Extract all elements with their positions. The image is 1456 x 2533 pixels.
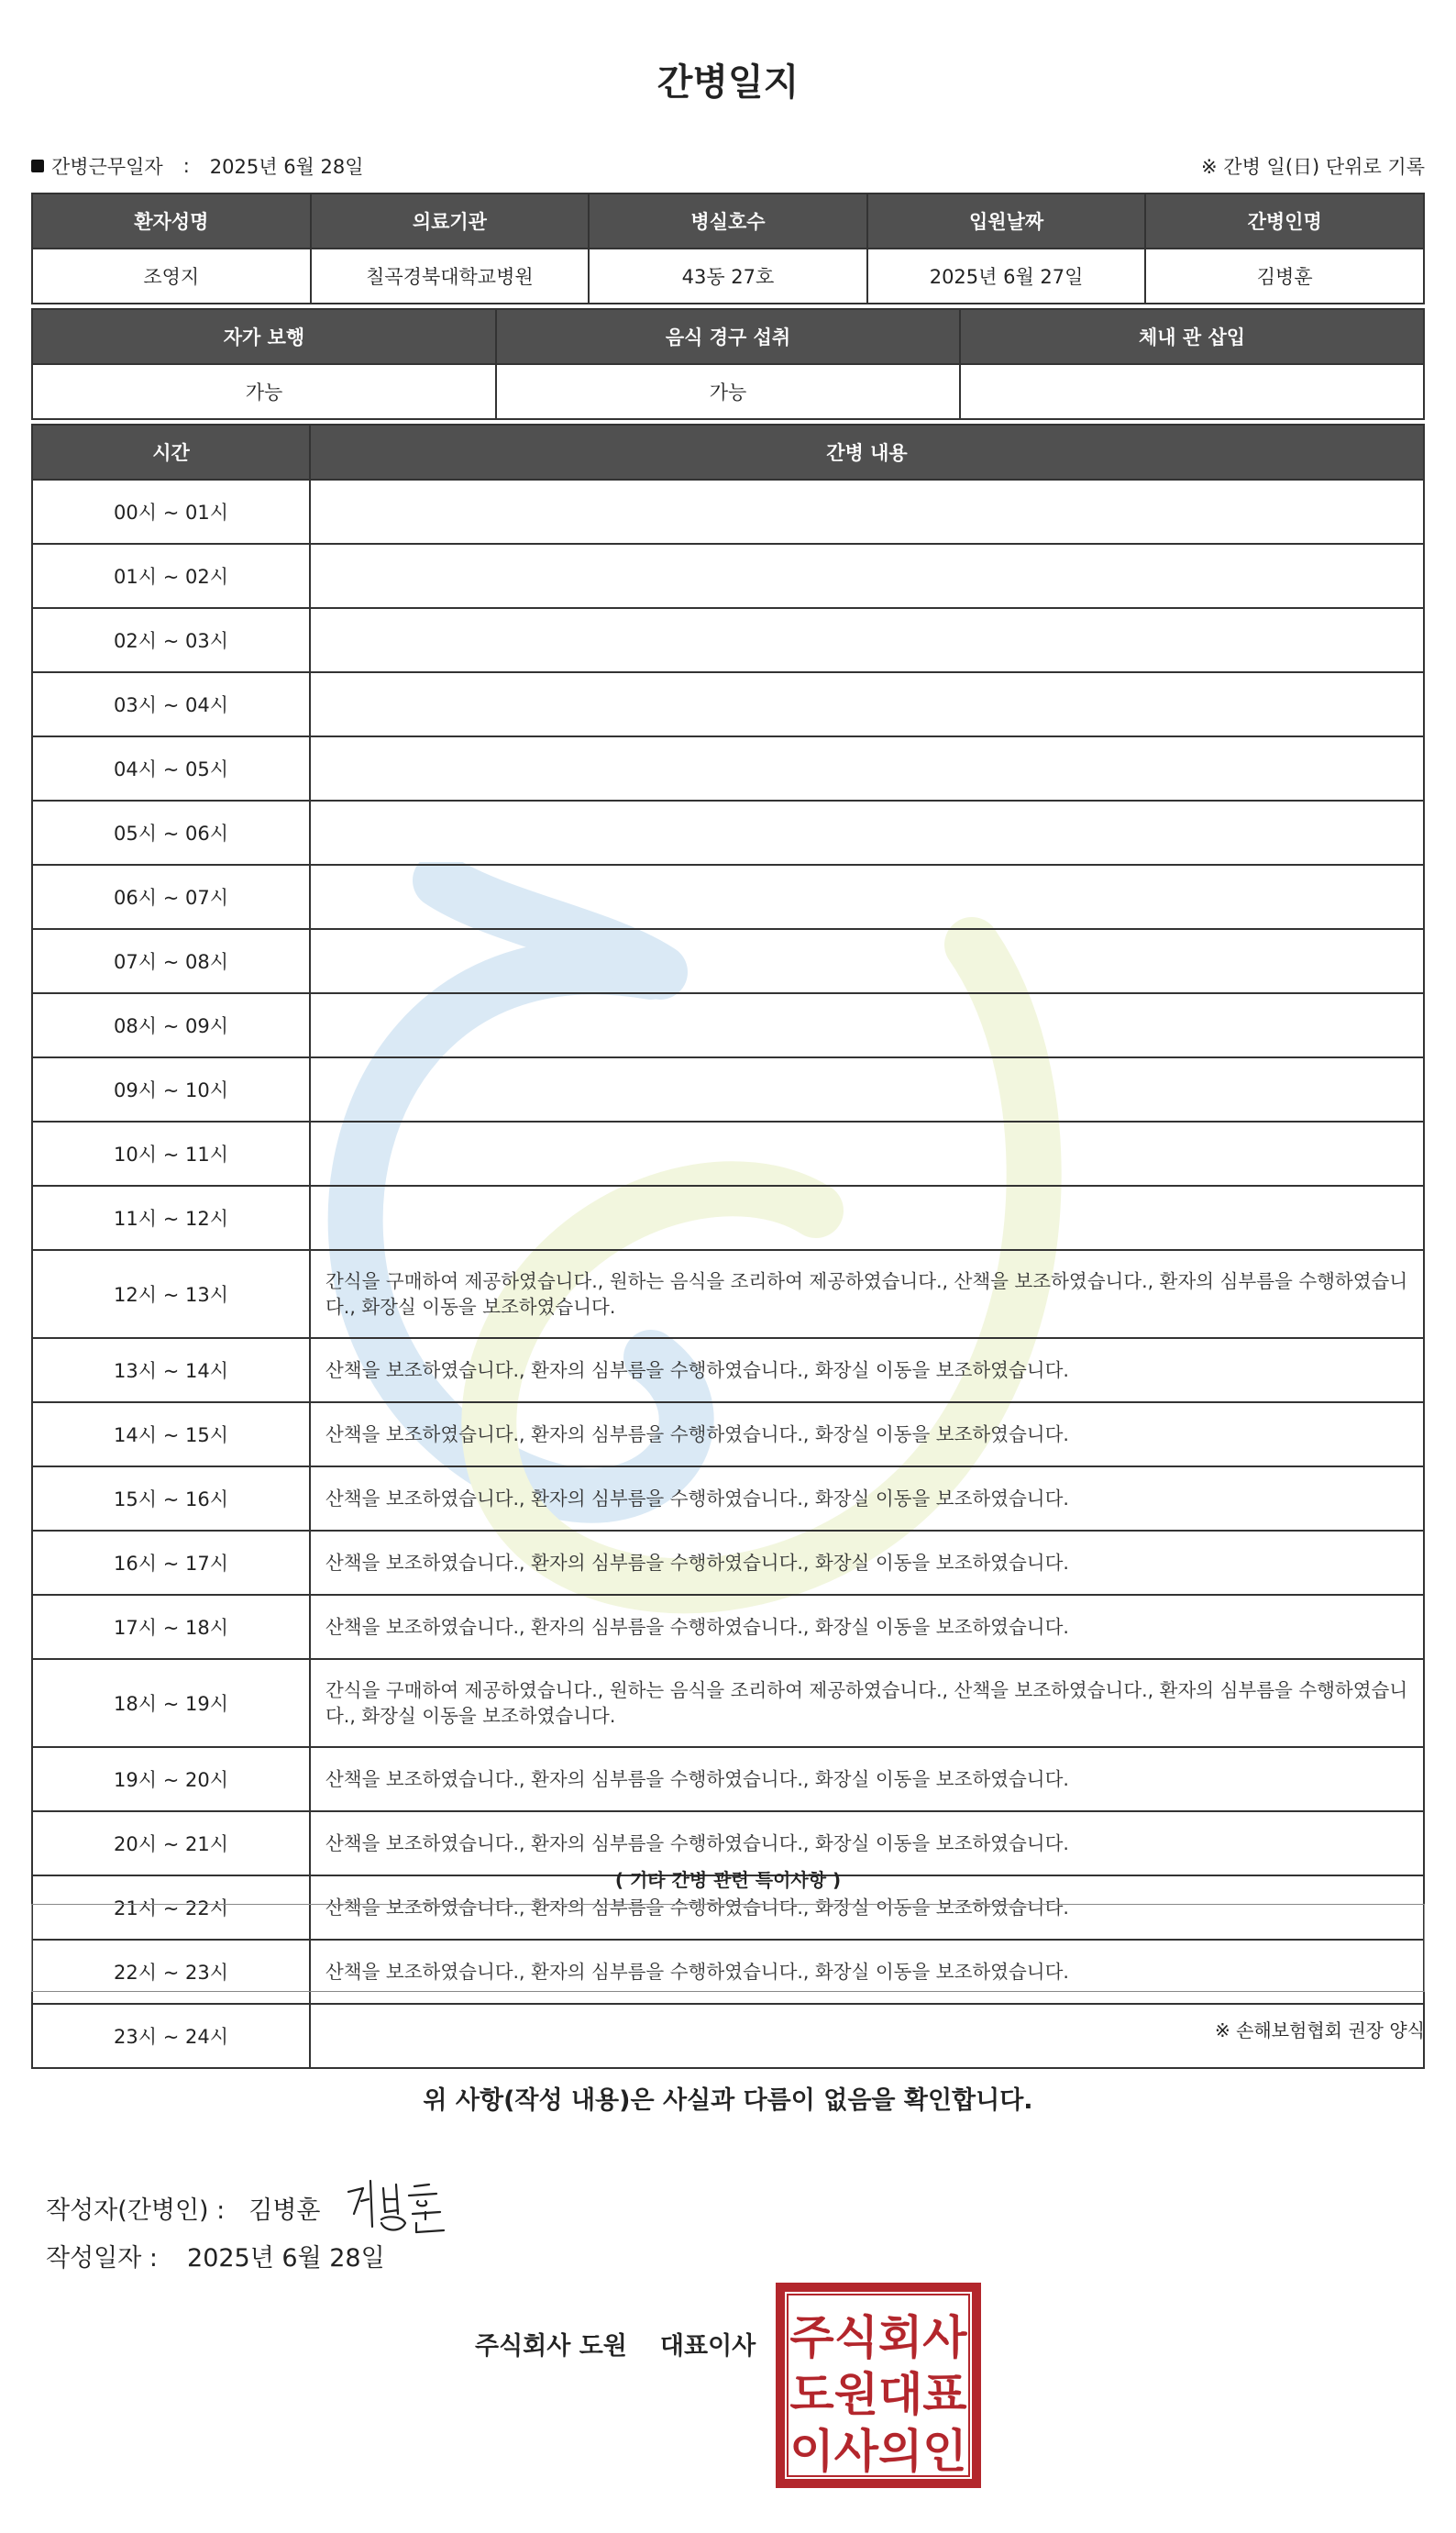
special-notes-title: ( 기타 간병 관련 특이사항 ) [614, 1869, 842, 1891]
record-unit-note: ※ 간병 일(日) 단위로 기록 [1201, 156, 1425, 178]
log-content [310, 544, 1424, 608]
writer-row [46, 2175, 460, 2240]
company-title: 대표이사 [659, 2332, 756, 2361]
seal-line-2: 도원대표 [789, 2368, 967, 2421]
log-row [32, 801, 1424, 865]
oral-intake-value: 가능 [496, 364, 960, 419]
log-time: 22시 ~ 23시 [32, 1940, 310, 2004]
log-content [310, 801, 1424, 865]
header-oral-intake: 음식 경구 섭취 [496, 309, 960, 364]
log-content [310, 1186, 1424, 1250]
log-time: 02시 ~ 03시 [32, 608, 310, 672]
room-number: 43동 27호 [589, 249, 867, 304]
header-self-walking: 자가 보행 [32, 309, 496, 364]
date-row [46, 2238, 385, 2273]
log-time: 14시 ~ 15시 [32, 1402, 310, 1466]
log-time: 10시 ~ 11시 [32, 1122, 310, 1186]
log-row [32, 1595, 1424, 1659]
header-room: 병실호수 [589, 194, 867, 249]
care-log-table [31, 424, 1425, 2069]
log-row [32, 1659, 1424, 1747]
log-content: 간식을 구매하여 제공하였습니다., 원하는 음식을 조리하여 제공하였습니다., 산책을 보조하였습니다., 환자의 심부름을 수행하였습니다., 화장실 이동을 보조하였습니다. [310, 1250, 1424, 1338]
log-row [32, 672, 1424, 736]
log-row [32, 736, 1424, 801]
log-row [32, 1122, 1424, 1186]
log-row [32, 1186, 1424, 1250]
header-admission-date: 입원날짜 [867, 194, 1146, 249]
work-date-colon: : [182, 155, 190, 177]
log-content [310, 993, 1424, 1057]
company-seal-stamp [775, 2282, 982, 2489]
log-content: 간식을 구매하여 제공하였습니다., 원하는 음식을 조리하여 제공하였습니다., 산책을 보조하였습니다., 환자의 심부름을 수행하였습니다., 화장실 이동을 보조하였습니다. [310, 1659, 1424, 1747]
log-content: 산책을 보조하였습니다., 환자의 심부름을 수행하였습니다., 화장실 이동을 보조하였습니다. [310, 1940, 1424, 2004]
log-content [310, 865, 1424, 929]
log-content: 산책을 보조하였습니다., 환자의 심부름을 수행하였습니다., 화장실 이동을 보조하였습니다. [310, 1531, 1424, 1595]
log-time: 06시 ~ 07시 [32, 865, 310, 929]
log-row [32, 544, 1424, 608]
log-time: 21시 ~ 22시 [32, 1875, 310, 1940]
page-title: 간병일지 [656, 61, 800, 104]
log-row [32, 1338, 1424, 1402]
log-time: 00시 ~ 01시 [32, 480, 310, 544]
log-content [310, 608, 1424, 672]
tube-insertion-value [960, 364, 1424, 419]
header-patient-name: 환자성명 [32, 194, 311, 249]
work-date-value: 2025년 6월 28일 [209, 156, 364, 178]
work-date-row [31, 152, 364, 180]
log-content [310, 736, 1424, 801]
header-care-content: 간병 내용 [310, 425, 1424, 480]
log-time: 08시 ~ 09시 [32, 993, 310, 1057]
form-source-note: ※ 손해보험협회 권장 양식 [1214, 2019, 1425, 2041]
log-content: 산책을 보조하였습니다., 환자의 심부름을 수행하였습니다., 화장실 이동을 보조하였습니다. [310, 1811, 1424, 1875]
log-row [32, 1057, 1424, 1122]
seal-line-3: 이사의인 [789, 2425, 967, 2478]
log-content: 산책을 보조하였습니다., 환자의 심부름을 수행하였습니다., 화장실 이동을 보조하였습니다. [310, 1875, 1424, 1940]
log-time: 19시 ~ 20시 [32, 1747, 310, 1811]
special-notes-box [31, 1904, 1425, 1992]
log-time: 18시 ~ 19시 [32, 1659, 310, 1747]
date-value: 2025년 6월 28일 [187, 2244, 385, 2273]
patient-name: 조영지 [32, 249, 311, 304]
log-time: 01시 ~ 02시 [32, 544, 310, 608]
log-content: 산책을 보조하였습니다., 환자의 심부름을 수행하였습니다., 화장실 이동을 보조하였습니다. [310, 1747, 1424, 1811]
header-time: 시간 [32, 425, 310, 480]
log-row [32, 1402, 1424, 1466]
self-walking-value: 가능 [32, 364, 496, 419]
log-content [310, 1057, 1424, 1122]
log-content: 산책을 보조하였습니다., 환자의 심부름을 수행하였습니다., 화장실 이동을 보조하였습니다. [310, 1402, 1424, 1466]
log-time: 03시 ~ 04시 [32, 672, 310, 736]
log-content [310, 672, 1424, 736]
log-time: 07시 ~ 08시 [32, 929, 310, 993]
patient-status-table [31, 308, 1425, 420]
log-row [32, 1466, 1424, 1531]
header-tube-insertion: 체내 관 삽입 [960, 309, 1424, 364]
log-content [310, 1122, 1424, 1186]
log-time: 23시 ~ 24시 [32, 2004, 310, 2068]
log-time: 17시 ~ 18시 [32, 1595, 310, 1659]
date-label: 작성일자 : [46, 2244, 159, 2273]
log-row [32, 865, 1424, 929]
handwritten-signature [341, 2175, 460, 2240]
log-content: 산책을 보조하였습니다., 환자의 심부름을 수행하였습니다., 화장실 이동을 보조하였습니다. [310, 1595, 1424, 1659]
log-time: 12시 ~ 13시 [32, 1250, 310, 1338]
log-content [310, 929, 1424, 993]
log-time: 15시 ~ 16시 [32, 1466, 310, 1531]
log-row [32, 993, 1424, 1057]
company-name: 주식회사 도원 [475, 2332, 627, 2361]
header-hospital: 의료기관 [311, 194, 590, 249]
patient-info-table [31, 193, 1425, 304]
log-row [32, 929, 1424, 993]
seal-line-1: 주식회사 [789, 2311, 967, 2364]
log-time: 11시 ~ 12시 [32, 1186, 310, 1250]
header-caregiver-name: 간병인명 [1145, 194, 1424, 249]
log-time: 13시 ~ 14시 [32, 1338, 310, 1402]
admission-date: 2025년 6월 27일 [867, 249, 1146, 304]
log-row [32, 1531, 1424, 1595]
writer-name: 김병훈 [248, 2196, 321, 2225]
confirmation-statement: 위 사항(작성 내용)은 사실과 다름이 없음을 확인합니다. [423, 2086, 1033, 2115]
log-row [32, 1747, 1424, 1811]
log-content: 산책을 보조하였습니다., 환자의 심부름을 수행하였습니다., 화장실 이동을 보조하였습니다. [310, 1338, 1424, 1402]
log-time: 09시 ~ 10시 [32, 1057, 310, 1122]
writer-label: 작성자(간병인) : [46, 2196, 226, 2225]
log-time: 05시 ~ 06시 [32, 801, 310, 865]
log-content: 산책을 보조하였습니다., 환자의 심부름을 수행하였습니다., 화장실 이동을 보조하였습니다. [310, 1466, 1424, 1531]
log-row [32, 480, 1424, 544]
log-time: 20시 ~ 21시 [32, 1811, 310, 1875]
log-time: 16시 ~ 17시 [32, 1531, 310, 1595]
hospital-name: 칠곡경북대학교병원 [311, 249, 590, 304]
log-time: 04시 ~ 05시 [32, 736, 310, 801]
log-row [32, 1250, 1424, 1338]
log-row [32, 608, 1424, 672]
square-bullet-icon [31, 160, 44, 172]
caregiver-name: 김병훈 [1145, 249, 1424, 304]
work-date-label: 간병근무일자 [51, 156, 163, 178]
log-content [310, 480, 1424, 544]
company-row [475, 2326, 756, 2362]
